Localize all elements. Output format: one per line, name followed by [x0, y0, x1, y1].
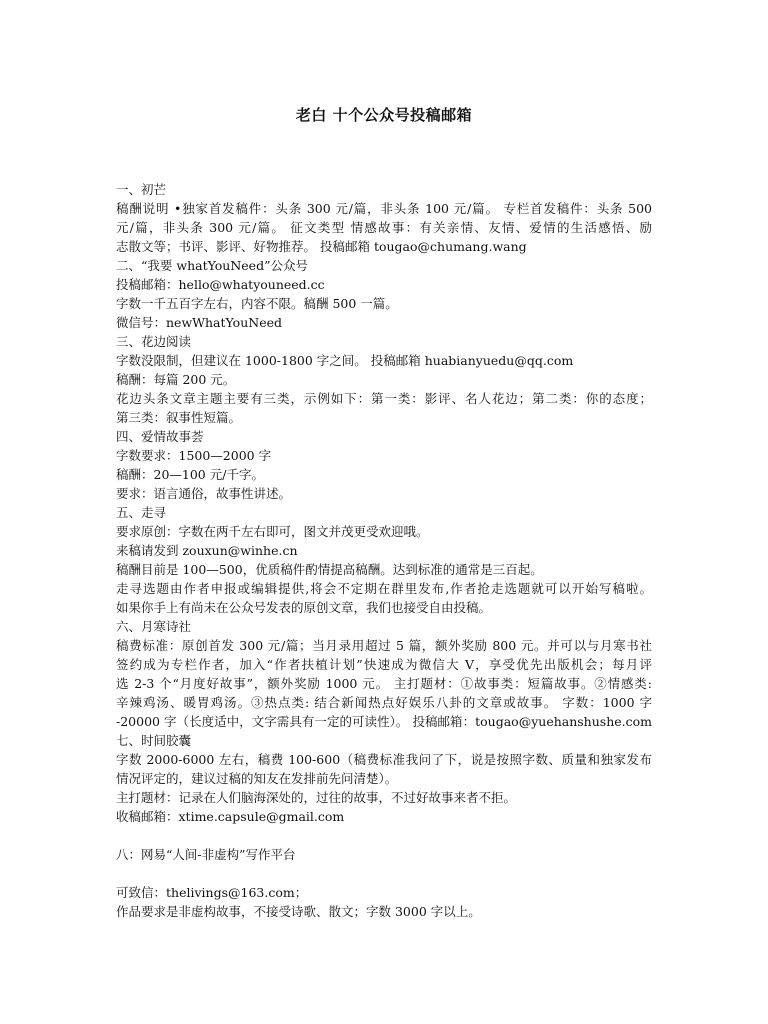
section-5-line-5: 如果你手上有尚未在公众号发表的原创文章，我们也接受自由投稿。 [116, 600, 492, 615]
section-2-line-1: 投稿邮箱：hello@whatyouneed.cc [116, 277, 325, 292]
section-heading-2: 二、“我要 whatYouNeed”公众号 [116, 258, 308, 273]
section-heading-1: 一、初芒 [116, 182, 167, 197]
section-8-line-1: 可致信：thelivings@163.com； [116, 885, 308, 900]
section-4-line-2: 稿酬：20—100 元/千字。 [116, 467, 264, 482]
section-5-line-4: 走寻选题由作者申报或编辑提供,将会不定期在群里发布,作者抢走选题就可以开始写稿啦。 [116, 581, 652, 596]
section-6-line-1: 稿费标准：原创首发 300 元/篇；当月录用超过 5 篇，额外奖励 800 元。并可以与月寒书社 [116, 638, 652, 653]
section-4-line-3: 要求：语言通俗，故事性讲述。 [116, 486, 292, 501]
section-6-line-3: 选 2-3 个“月度好故事”，额外奖励 1000 元。 主打题材：①故事类：短篇故事。②情感类: [116, 676, 652, 691]
section-5-line-2: 来稿请发到 zouxun@winhe.cn [116, 543, 298, 558]
section-5-line-1: 要求原创：字数在两千左右即可，图文并茂更受欢迎哦。 [116, 524, 429, 539]
section-heading-3: 三、花边阅读 [116, 334, 192, 349]
section-heading-4: 四、爱情故事荟 [116, 429, 204, 444]
section-heading-6: 六、月寒诗社 [116, 619, 192, 634]
section-5-line-3: 稿酬目前是 100—500，优质稿件酌情提高稿酬。达到标准的通常是三百起。 [116, 562, 543, 577]
section-7-line-3: 主打题材：记录在人们脑海深处的，过往的故事，不过好故事来者不拒。 [116, 790, 517, 805]
section-heading-8: 八：网易“人间-非虚构”写作平台 [116, 847, 296, 862]
section-7-line-2: 情况评定的，建议过稿的知友在发排前先问清楚）。 [116, 771, 398, 786]
section-3-line-4: 第三类：叙事性短篇。 [116, 410, 242, 425]
section-1-line-2: 元/篇，非头条 300 元/篇。 征文类型 情感故事：有关亲情、友情、爱情的生活感悟、励 [116, 220, 652, 235]
section-2-line-3: 微信号：newWhatYouNeed [116, 315, 282, 330]
section-1-line-1: 稿酬说明 •独家首发稿件：头条 300 元/篇，非头条 100 元/篇。 专栏首发稿件：头条 500 [116, 201, 652, 216]
section-8-line-2: 作品要求是非虚构故事，不接受诗歌、散文；字数 3000 字以上。 [116, 904, 481, 919]
section-6-line-5: -20000 字（长度适中，文字需具有一定的可读性）。 投稿邮箱：tougao@yuehanshushe.com [116, 714, 652, 729]
section-heading-5: 五、走寻 [116, 505, 167, 520]
section-4-line-1: 字数要求：1500—2000 字 [116, 448, 272, 463]
section-1-line-3: 志散文等；书评、影评、好物推荐。 投稿邮箱 tougao@chumang.wang [116, 239, 527, 254]
section-heading-7: 七、时间胶囊 [116, 733, 192, 748]
page-title: 老白 十个公众号投稿邮箱 [295, 106, 473, 124]
section-7-line-1: 字数 2000-6000 左右，稿费 100-600（稿费标准我问了下，说是按照字数、质量和独家发布 [116, 752, 652, 767]
section-3-line-1: 字数没限制，但建议在 1000-1800 字之间。 投稿邮箱 huabianyuedu@qq.com [116, 353, 574, 368]
section-3-line-3: 花边头条文章主题主要有三类，示例如下：第一类：影评、名人花边；第二类：你的态度； [116, 391, 652, 406]
section-7-line-4: 收稿邮箱：xtime.capsule@gmail.com [116, 809, 345, 824]
section-6-line-4: 辛辣鸡汤、暖胃鸡汤。③热点类: 结合新闻热点好娱乐八卦的文章或故事。 字数：1000 字 [116, 695, 652, 710]
section-6-line-2: 签约成为专栏作者，加入“作者扶植计划”快速成为微信大 V，享受优先出版机会；每月评 [116, 657, 652, 672]
document-body [116, 180, 652, 921]
section-2-line-2: 字数一千五百字左右，内容不限。稿酬 500 一篇。 [116, 296, 398, 311]
section-3-line-2: 稿酬：每篇 200 元。 [116, 372, 236, 387]
